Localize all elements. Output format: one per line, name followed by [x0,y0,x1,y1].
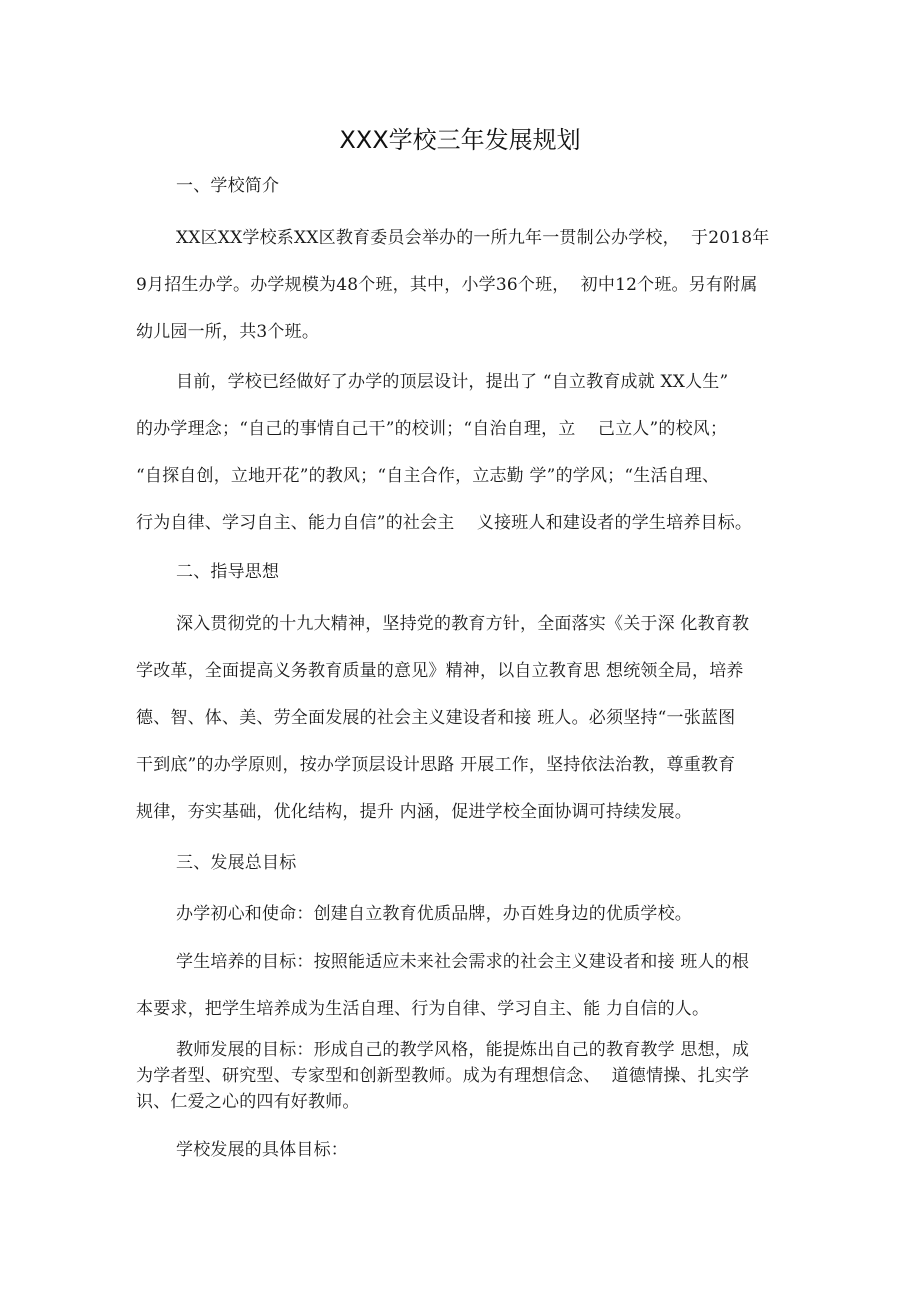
paragraph-line: 行为自律、学习自主、能力自信”的社会主 义接班人和建设者的学生培养目标。 [136,513,753,533]
paragraph-line: 的办学理念；“自己的事情自己干”的校训；“自治自理，立 己立人”的校风； [136,419,728,439]
paragraph-line: 学生培养的目标：按照能适应未来社会需求的社会主义建设者和接 班人的根 [176,952,750,972]
section-heading-1: 一、学校简介 [176,176,280,196]
section-heading-3: 三、发展总目标 [176,853,297,873]
paragraph-line: 识、仁爱之心的四有好教师。 [136,1092,360,1112]
paragraph-line: 目前，学校已经做好了办学的顶层设计，提出了 “自立教育成就 XX人生” [176,372,729,392]
paragraph-line: 本要求，把学生培养成为生活自理、行为自律、学习自主、能 力自信的人。 [136,999,710,1019]
paragraph-line: XX区XX学校系XX区教育委员会举办的一所九年一贯制公办学校， 于2018年 [176,228,770,248]
paragraph-line: 学改革，全面提高义务教育质量的意见》精神，以自立教育思 想统领全局，培养 [136,661,744,681]
paragraph-line: 9月招生办学。办学规模为48个班，其中，小学36个班， 初中12个班。另有附属 [136,275,758,295]
paragraph-line: 办学初心和使命：创建自立教育优质品牌，办百姓身边的优质学校。 [176,904,692,924]
paragraph-line: 为学者型、研究型、专家型和创新型教师。成为有理想信念、 道德情操、扎实学 [136,1066,750,1086]
paragraph-line: 规律，夯实基础，优化结构，提升 内涵，促进学校全面协调可持续发展。 [136,802,693,822]
paragraph-line: “自探自创，立地开花”的教风；“自主合作，立志勤 学”的学风；“生活自理、 [136,466,720,486]
section-heading-2: 二、指导思想 [176,562,280,582]
paragraph-line: 幼儿园一所，共3个班。 [136,322,320,342]
paragraph-line: 学校发展的具体目标： [176,1140,348,1160]
document-title: XXX学校三年发展规划 [339,126,581,154]
paragraph-line: 干到底”的办学原则，按办学顶层设计思路 开展工作，坚持依法治教，尊重教育 [136,755,736,775]
paragraph-line: 教师发展的目标：形成自己的教学风格，能提炼出自己的教育教学 思想，成 [176,1040,750,1060]
paragraph-line: 深入贯彻党的十九大精神，坚持党的教育方针，全面落实《关于深 化教育教 [176,614,750,634]
paragraph-line: 德、智、体、美、劳全面发展的社会主义建设者和接 班人。必须坚持“一张蓝图 [136,708,736,728]
